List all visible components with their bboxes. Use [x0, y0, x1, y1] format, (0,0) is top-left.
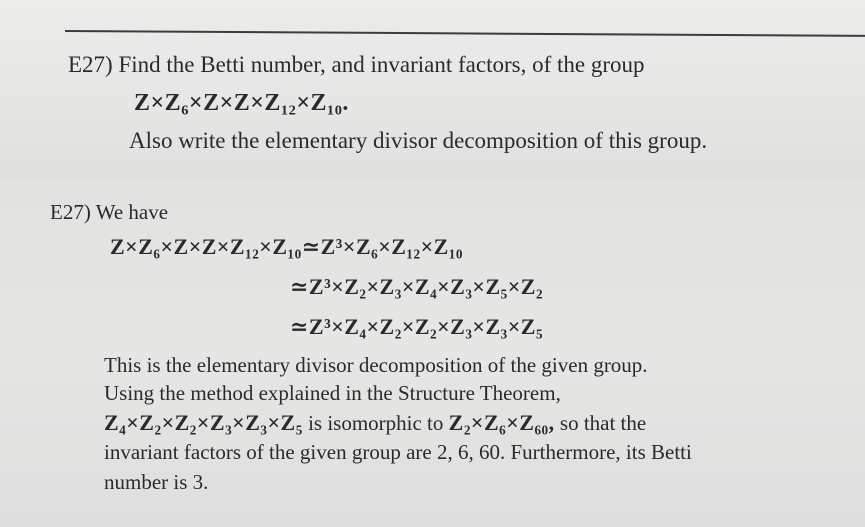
- question-text: Find the Betti number, and invariant factors, of the group: [118, 52, 645, 77]
- question-group: Z×Z₆×Z×Z×Z₁₂×Z₁₀.: [134, 90, 349, 116]
- equation-1: [110, 234, 463, 260]
- paragraph-line-3: [104, 410, 646, 436]
- paragraph-line-2: Using the method explained in the Structure Theorem,: [104, 381, 561, 405]
- question-panel: [0, 0, 865, 178]
- question-line-1: [68, 52, 645, 78]
- answer-panel: [0, 178, 865, 527]
- equation-1-lhs: Z×Z₆×Z×Z×Z₁₂×Z₁₀: [110, 234, 302, 259]
- question-line-2: Also write the elementary divisor decomposition of this group.: [129, 128, 708, 153]
- divider-rule: [65, 30, 865, 37]
- answer-line-1: [50, 200, 168, 225]
- equation-2: ≃Z³×Z₂×Z₃×Z₄×Z₃×Z₅×Z₂: [290, 274, 544, 299]
- paragraph-text-2: so that the: [559, 411, 647, 435]
- paragraph-line-1: This is the elementary divisor decomposition of the given group.: [104, 353, 648, 377]
- answer-intro: We have: [95, 200, 169, 224]
- question-number: E27): [68, 52, 113, 77]
- paragraph-line-5: number is 3.: [104, 470, 209, 494]
- paragraph-line-4: invariant factors of the given group are 2, 6, 60. Furthermore, its Betti: [104, 440, 692, 464]
- paragraph-text-1: is isomorphic to: [308, 411, 444, 435]
- answer-number: E27): [50, 200, 91, 224]
- equation-3: ≃Z³×Z₄×Z₂×Z₂×Z₃×Z₃×Z₅: [290, 314, 544, 339]
- paragraph-math-1: Z₄×Z₂×Z₂×Z₃×Z₃×Z₅: [104, 410, 303, 435]
- paragraph-math-2: Z₂×Z₆×Z₆₀,: [448, 410, 555, 435]
- equation-1-rhs: ≃Z³×Z₆×Z₁₂×Z₁₀: [301, 234, 464, 259]
